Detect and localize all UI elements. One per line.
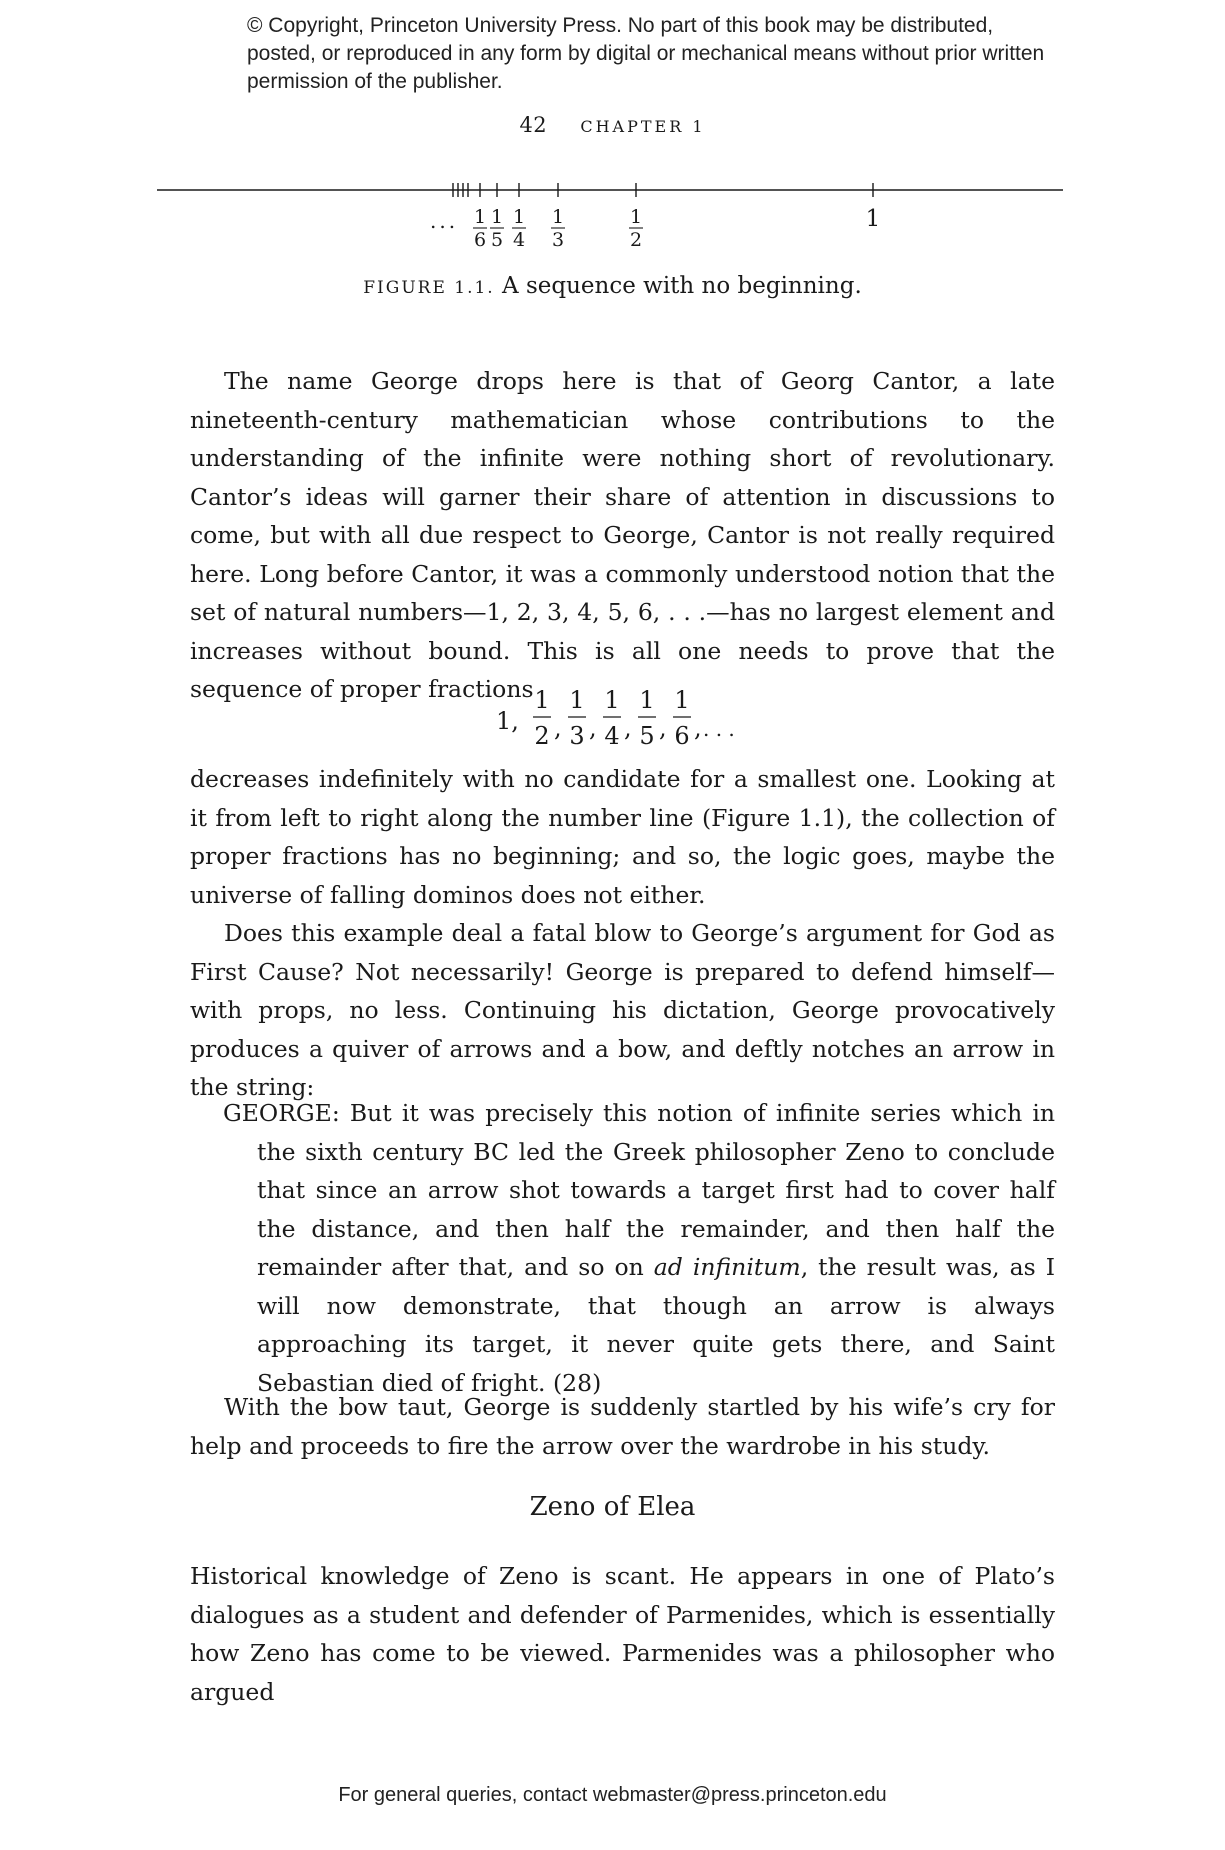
equation-fraction (673, 686, 691, 750)
svg-text:1: 1 (604, 686, 620, 714)
svg-text:1: 1 (639, 686, 655, 714)
svg-text:2: 2 (534, 722, 550, 750)
tick-label-denominator: 6 (473, 229, 487, 251)
svg-text:,: , (659, 714, 667, 742)
svg-text:5: 5 (639, 722, 655, 750)
tick-label-numerator: 1 (490, 206, 504, 228)
fraction-sequence-equation (0, 682, 1225, 752)
number-line-figure (0, 170, 1225, 260)
tick-label-denominator: 4 (512, 229, 526, 251)
svg-text:,: , (694, 714, 702, 742)
quote-italic: ad infinitum (653, 1253, 801, 1281)
paragraph: With the bow taut, George is suddenly startled by his wife’s cry for help and proceeds to fire the arrow over the wardrobe in his study. (190, 1393, 1055, 1460)
chapter-label: CHAPTER 1 (580, 117, 706, 136)
footer-contact: For general queries, contact webmaster@press.princeton.edu (338, 1784, 887, 1806)
paragraph: The name George drops here is that of Georg Cantor, a late nineteenth-century mathematician whose contributions to the understanding of the infinite were nothing short of revolutionary. Cantor’s ideas will garner their share of attention in discussions to come, but with all due respect to George, Cantor is not really required here. Long before Cantor, it was a commonly understood notion that the set of natural numbers—1, 2, 3, 4, 5, 6, . . .—has no largest element and increases without bound. This is all one needs to prove that the sequence of proper fractions (190, 367, 1055, 703)
figure-caption-label: FIGURE 1.1. (363, 278, 495, 298)
svg-text:6: 6 (674, 722, 690, 750)
body-block-3 (190, 1388, 1055, 1465)
figure-ellipsis: ... (430, 209, 459, 233)
tick-label-one: 1 (865, 206, 881, 232)
equation-fraction (568, 686, 586, 750)
body-block-1 (190, 362, 1055, 709)
tick-label-denominator: 5 (490, 229, 504, 251)
figure-caption (0, 273, 1225, 299)
tick-label-numerator: 1 (551, 206, 565, 228)
body-block-4 (190, 1557, 1055, 1711)
tick-label-numerator: 1 (473, 206, 487, 228)
tick-label-half (629, 206, 643, 251)
svg-text:1: 1 (674, 686, 690, 714)
tick-label-fourth (512, 206, 526, 251)
equation-lead: 1, (496, 707, 519, 735)
equation-fraction (638, 686, 656, 750)
running-head (0, 113, 1225, 137)
quote-paragraph: GEORGE: But it was precisely this notion of infinite series which in the sixth century BC led the Greek philosopher Zeno to conclude that since an arrow shot towards a target first had to cover half the distance, and then half the remainder, and then half the remainder after that, and so on ad infinitum, the result was, as I will now demonstrate, that though an arrow is always approaching its target, it never quite gets there, and Saint Sebastian died of fright. (28) (223, 1099, 1055, 1397)
svg-text:3: 3 (569, 722, 585, 750)
block-quote (223, 1094, 1055, 1402)
svg-text:,: , (624, 714, 632, 742)
svg-text:1: 1 (534, 686, 550, 714)
tick-label-denominator: 2 (629, 229, 643, 251)
tick-label-numerator: 1 (512, 206, 526, 228)
paragraph: Historical knowledge of Zeno is scant. He appears in one of Plato’s dialogues as a student and defender of Parmenides, which is essentially how Zeno has come to be viewed. Parmenides was a philosopher who argued (190, 1562, 1055, 1706)
equation-ellipsis: . . . (703, 717, 735, 741)
svg-text:,: , (589, 714, 597, 742)
copyright-notice: © Copyright, Princeton University Press. No part of this book may be distributed, posted, or reproduced in any form by digital or mechanical means without prior written permission of the publisher. (247, 14, 1045, 93)
page-number: 42 (519, 113, 548, 137)
tick-label-sixth (473, 206, 487, 251)
section-heading: Zeno of Elea (529, 1492, 696, 1522)
tick-label-third (551, 206, 565, 251)
tick-label-fifth (490, 206, 504, 251)
tick-label-denominator: 3 (551, 229, 565, 251)
paragraph: decreases indefinitely with no candidate for a smallest one. Looking at it from left to right along the number line (Figure 1.1), the collection of proper fractions has no beginning; and so, the logic goes, maybe the universe of falling dominos does not either. (190, 765, 1055, 909)
equation-fraction (603, 686, 621, 750)
svg-text:1: 1 (569, 686, 585, 714)
figure-caption-text: A sequence with no beginning. (502, 273, 862, 299)
equation-fraction (533, 686, 551, 750)
tick-label-numerator: 1 (629, 206, 643, 228)
body-block-2 (190, 760, 1055, 1107)
paragraph: Does this example deal a fatal blow to George’s argument for God as First Cause? Not necessarily! George is prepared to defend himself—with props, no less. Continuing his dictation, George provocatively produces a quiver of arrows and a bow, and deftly notches an arrow in the string: (190, 919, 1055, 1101)
svg-text:,: , (554, 714, 562, 742)
quote-speaker: GEORGE: (223, 1099, 340, 1127)
svg-text:4: 4 (604, 722, 620, 750)
